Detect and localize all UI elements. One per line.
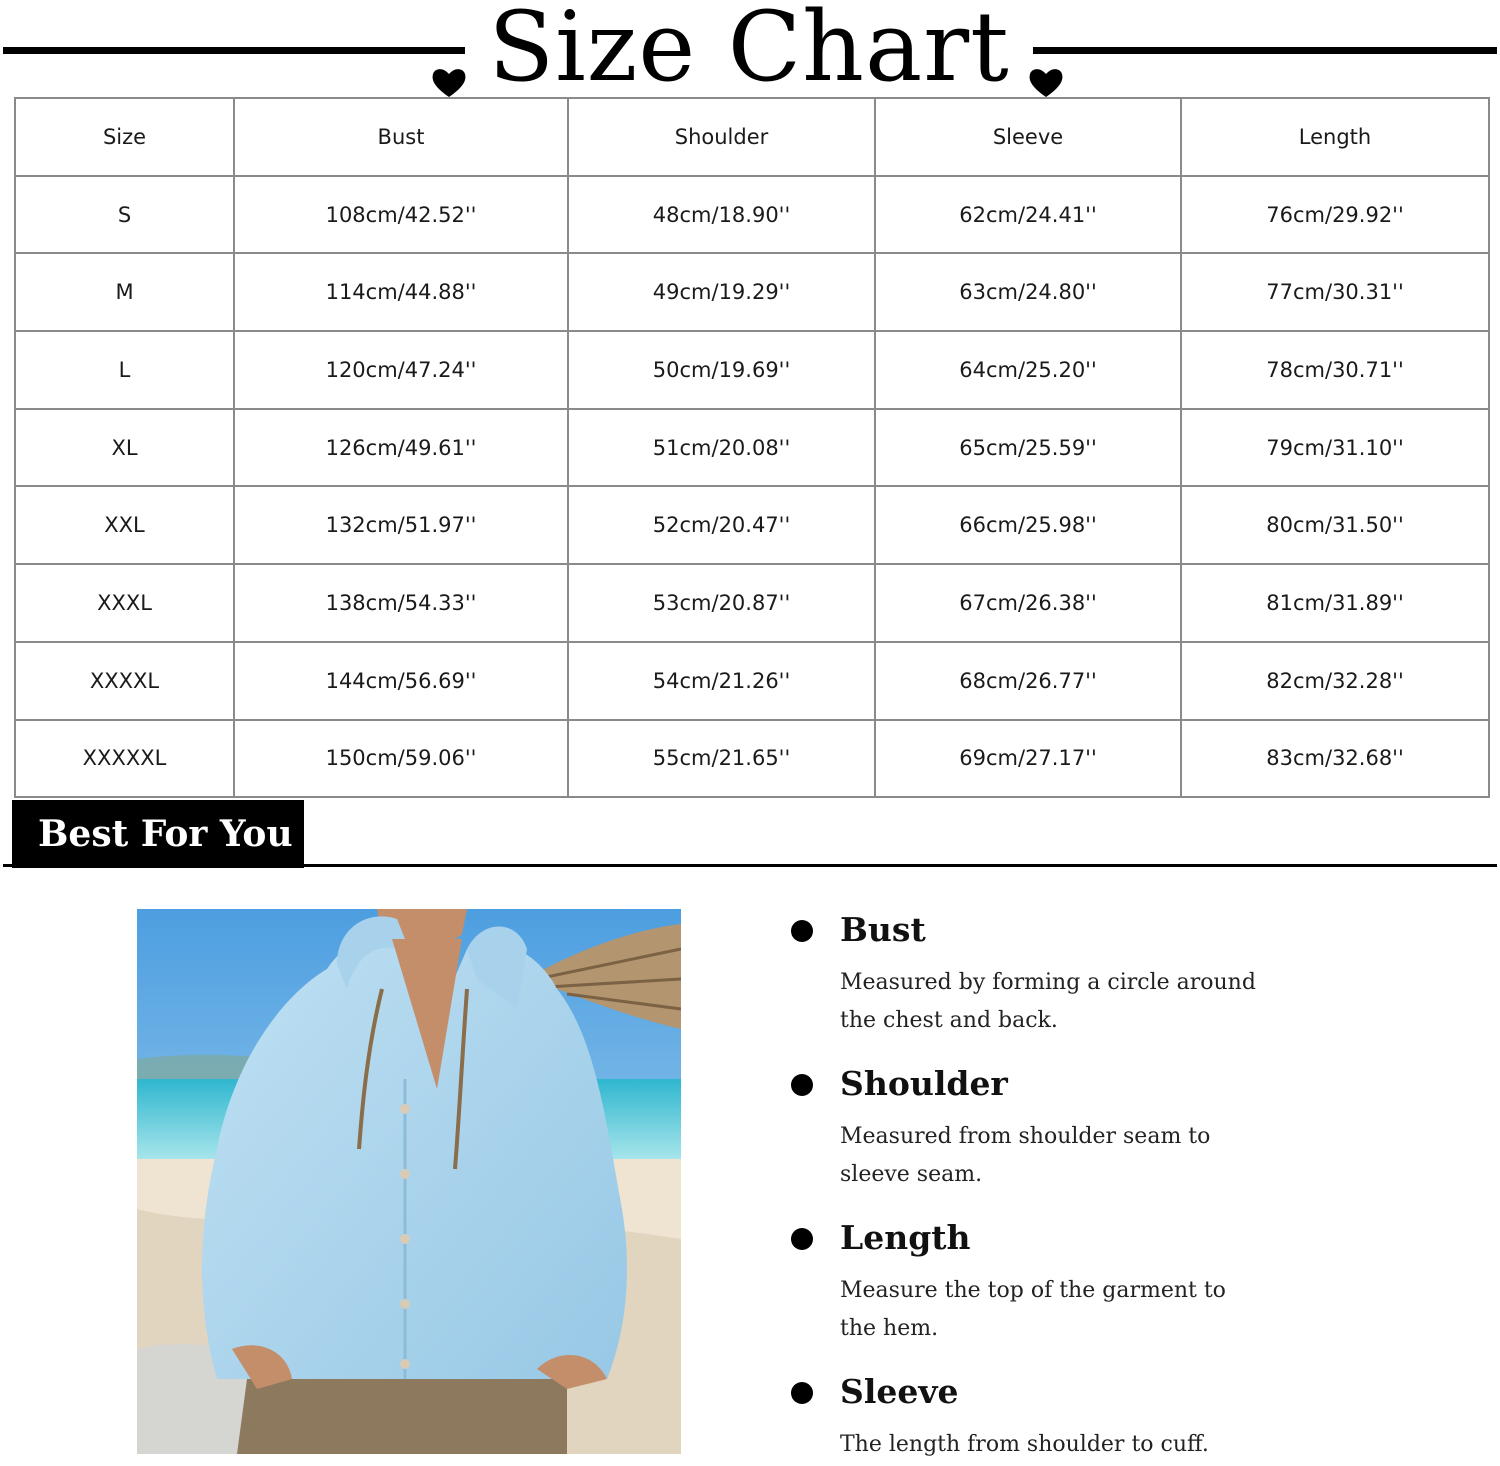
table-cell: 76cm/29.92''	[1181, 176, 1489, 254]
table-cell: 77cm/30.31''	[1181, 253, 1489, 331]
bullet-icon	[791, 920, 813, 942]
column-header: Length	[1181, 98, 1489, 176]
table-cell: 82cm/32.28''	[1181, 642, 1489, 720]
product-illustration	[137, 909, 681, 1454]
table-cell: 62cm/24.41''	[875, 176, 1181, 254]
table-cell: 126cm/49.61''	[234, 409, 568, 487]
table-cell: 120cm/47.24''	[234, 331, 568, 409]
section-label: Best For You	[12, 800, 304, 868]
table-cell: XXXL	[15, 564, 234, 642]
table-cell: 132cm/51.97''	[234, 486, 568, 564]
table-cell: 150cm/59.06''	[234, 720, 568, 798]
section-divider	[3, 864, 1497, 867]
bullet-icon	[791, 1228, 813, 1250]
table-row	[15, 176, 1489, 254]
table-cell: 52cm/20.47''	[568, 486, 875, 564]
header-rule-right	[1033, 47, 1497, 54]
table-cell: 51cm/20.08''	[568, 409, 875, 487]
column-header: Sleeve	[875, 98, 1181, 176]
table-cell: 138cm/54.33''	[234, 564, 568, 642]
table-cell: 55cm/21.65''	[568, 720, 875, 798]
column-header: Bust	[234, 98, 568, 176]
table-cell: XXXXXL	[15, 720, 234, 798]
table-cell: 114cm/44.88''	[234, 253, 568, 331]
header-rule-left	[3, 47, 465, 54]
table-row	[15, 409, 1489, 487]
table-row	[15, 486, 1489, 564]
table-cell: XL	[15, 409, 234, 487]
measurement-description: Measured by forming a circle around the chest and back.	[840, 970, 1256, 1033]
header	[0, 0, 1500, 103]
table-cell: 144cm/56.69''	[234, 642, 568, 720]
table-row	[15, 331, 1489, 409]
table-row	[15, 720, 1489, 798]
heart-icon	[430, 66, 468, 98]
heart-icon	[1027, 66, 1065, 98]
table-cell: 68cm/26.77''	[875, 642, 1181, 720]
table-row	[15, 642, 1489, 720]
table-cell: 64cm/25.20''	[875, 331, 1181, 409]
column-header: Size	[15, 98, 234, 176]
measurement-title: Bust	[840, 910, 926, 949]
measurement-description: The length from shoulder to cuff.	[840, 1432, 1209, 1457]
table-cell: 63cm/24.80''	[875, 253, 1181, 331]
table-cell: M	[15, 253, 234, 331]
table-cell: 66cm/25.98''	[875, 486, 1181, 564]
table-cell: 69cm/27.17''	[875, 720, 1181, 798]
table-row	[15, 564, 1489, 642]
measurement-title: Length	[840, 1218, 971, 1257]
table-cell: 67cm/26.38''	[875, 564, 1181, 642]
table-row	[15, 253, 1489, 331]
measurement-title: Shoulder	[840, 1064, 1008, 1103]
table-cell: 53cm/20.87''	[568, 564, 875, 642]
measurement-description: Measure the top of the garment to the hem.	[840, 1278, 1226, 1341]
table-cell: XXXXL	[15, 642, 234, 720]
table-cell: 65cm/25.59''	[875, 409, 1181, 487]
table-cell: 80cm/31.50''	[1181, 486, 1489, 564]
table-cell: 108cm/42.52''	[234, 176, 568, 254]
measurement-title: Sleeve	[840, 1372, 959, 1411]
table-cell: 83cm/32.68''	[1181, 720, 1489, 798]
table-cell: 78cm/30.71''	[1181, 331, 1489, 409]
table-cell: 79cm/31.10''	[1181, 409, 1489, 487]
table-cell: S	[15, 176, 234, 254]
bullet-icon	[791, 1074, 813, 1096]
table-cell: L	[15, 331, 234, 409]
size-table	[14, 97, 1490, 798]
table-cell: XXL	[15, 486, 234, 564]
bullet-icon	[791, 1382, 813, 1404]
table-cell: 48cm/18.90''	[568, 176, 875, 254]
product-photo	[137, 909, 681, 1454]
table-cell: 81cm/31.89''	[1181, 564, 1489, 642]
page-title: Size Chart	[488, 0, 1010, 103]
measurement-description: Measured from shoulder seam to sleeve seam.	[840, 1124, 1211, 1187]
table-cell: 49cm/19.29''	[568, 253, 875, 331]
column-header: Shoulder	[568, 98, 875, 176]
table-header-row	[15, 98, 1489, 176]
table-cell: 54cm/21.26''	[568, 642, 875, 720]
table-cell: 50cm/19.69''	[568, 331, 875, 409]
